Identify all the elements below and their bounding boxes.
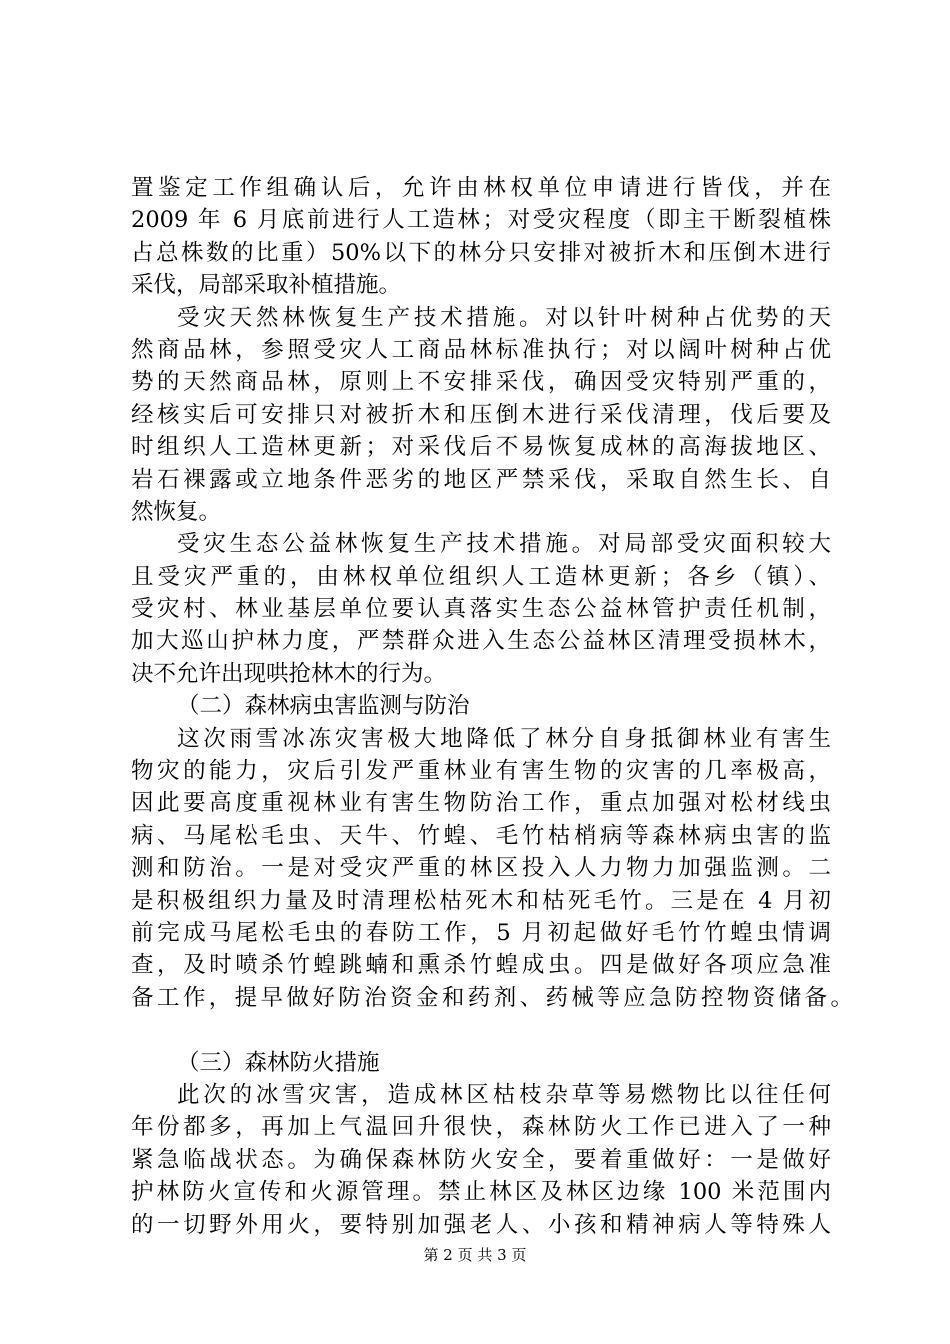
text-line: 加大巡山护林力度，严禁群众进入生态公益林区清理受损林木， xyxy=(131,628,831,655)
text-line: 置鉴定工作组确认后，允许由林权单位申请进行皆伐，并在 xyxy=(131,175,831,201)
page-footer: 第 2 页 共 3 页 xyxy=(423,1246,527,1264)
text-line: 查，及时喷杀竹蝗跳蝻和熏杀竹蝗成虫。四是做好各项应急准 xyxy=(131,952,831,979)
text-line: 因此要高度重视林业有害生物防治工作，重点加强对松材线虫 xyxy=(131,790,831,817)
text-line: 护林防火宣传和火源管理。禁止林区及林区边缘 100 米范围内 xyxy=(131,1179,831,1206)
text-line: 然商品林，参照受灾人工商品林标准执行；对以阔叶树种占优 xyxy=(131,336,831,363)
blank-line xyxy=(131,1014,831,1046)
text-line: 受灾生态公益林恢复生产技术措施。对局部受灾面积较大 xyxy=(177,531,831,558)
text-line: 2009 年 6 月底前进行人工造林；对受灾程度（即主干断裂植株 xyxy=(131,207,831,234)
text-line: 是积极组织力量及时清理松枯死木和枯死毛竹。三是在 4 月初 xyxy=(131,887,831,914)
text-line: 测和防治。一是对受灾严重的林区投入人力物力加强监测。二 xyxy=(131,855,831,882)
text-line: （二）森林病虫害监测与防治 xyxy=(177,693,470,720)
text-line: 受灾天然林恢复生产技术措施。对以针叶树种占优势的天 xyxy=(177,304,831,331)
text-line: （三）森林防火措施 xyxy=(177,1049,380,1076)
text-line: 紧急临战状态。为确保森林防火安全，要着重做好：一是做好 xyxy=(131,1146,831,1173)
text-line: 时组织人工造林更新；对采伐后不易恢复成林的高海拔地区、 xyxy=(131,434,831,461)
text-line: 占总株数的比重）50%以下的林分只安排对被折木和压倒木进行 xyxy=(131,239,831,266)
text-line: 的一切野外用火，要特别加强老人、小孩和精神病人等特殊人 xyxy=(131,1211,831,1238)
text-line: 经核实后可安排只对被折木和压倒木进行采伐清理，伐后要及 xyxy=(131,401,831,428)
text-line: 病、马尾松毛虫、天牛、竹蝗、毛竹枯梢病等森林病虫害的监 xyxy=(131,822,831,849)
text-line: 岩石裸露或立地条件恶劣的地区严禁采伐，采取自然生长、自 xyxy=(131,466,831,493)
text-line: 前完成马尾松毛虫的春防工作，5 月初起做好毛竹竹蝗虫情调 xyxy=(131,919,831,946)
document-body xyxy=(131,172,853,1241)
text-line: 物灾的能力，灾后引发严重林业有害生物的灾害的几率极高， xyxy=(131,758,831,785)
text-line: 采伐，局部采取补植措施。 xyxy=(131,272,402,299)
text-line: 受灾村、林业基层单位要认真落实生态公益林管护责任机制， xyxy=(131,596,831,623)
text-line: 且受灾严重的，由林权单位组织人工造林更新；各乡（镇）、 xyxy=(131,563,831,590)
text-line: 备工作，提早做好防治资金和药剂、药械等应急防控物资储备。 xyxy=(131,984,853,1011)
text-line: 这次雨雪冰冻灾害极大地降低了林分自身抵御林业有害生 xyxy=(177,725,831,752)
text-line: 然恢复。 xyxy=(131,498,222,525)
text-line: 决不允许出现哄抢林木的行为。 xyxy=(131,660,447,687)
text-line: 此次的冰雪灾害，造成林区枯枝杂草等易燃物比以往任何 xyxy=(177,1081,831,1108)
text-line: 年份都多，再加上气温回升很快，森林防火工作已进入了一种 xyxy=(131,1114,831,1141)
text-line: 势的天然商品林，原则上不安排采伐，确因受灾特别严重的， xyxy=(131,369,831,396)
